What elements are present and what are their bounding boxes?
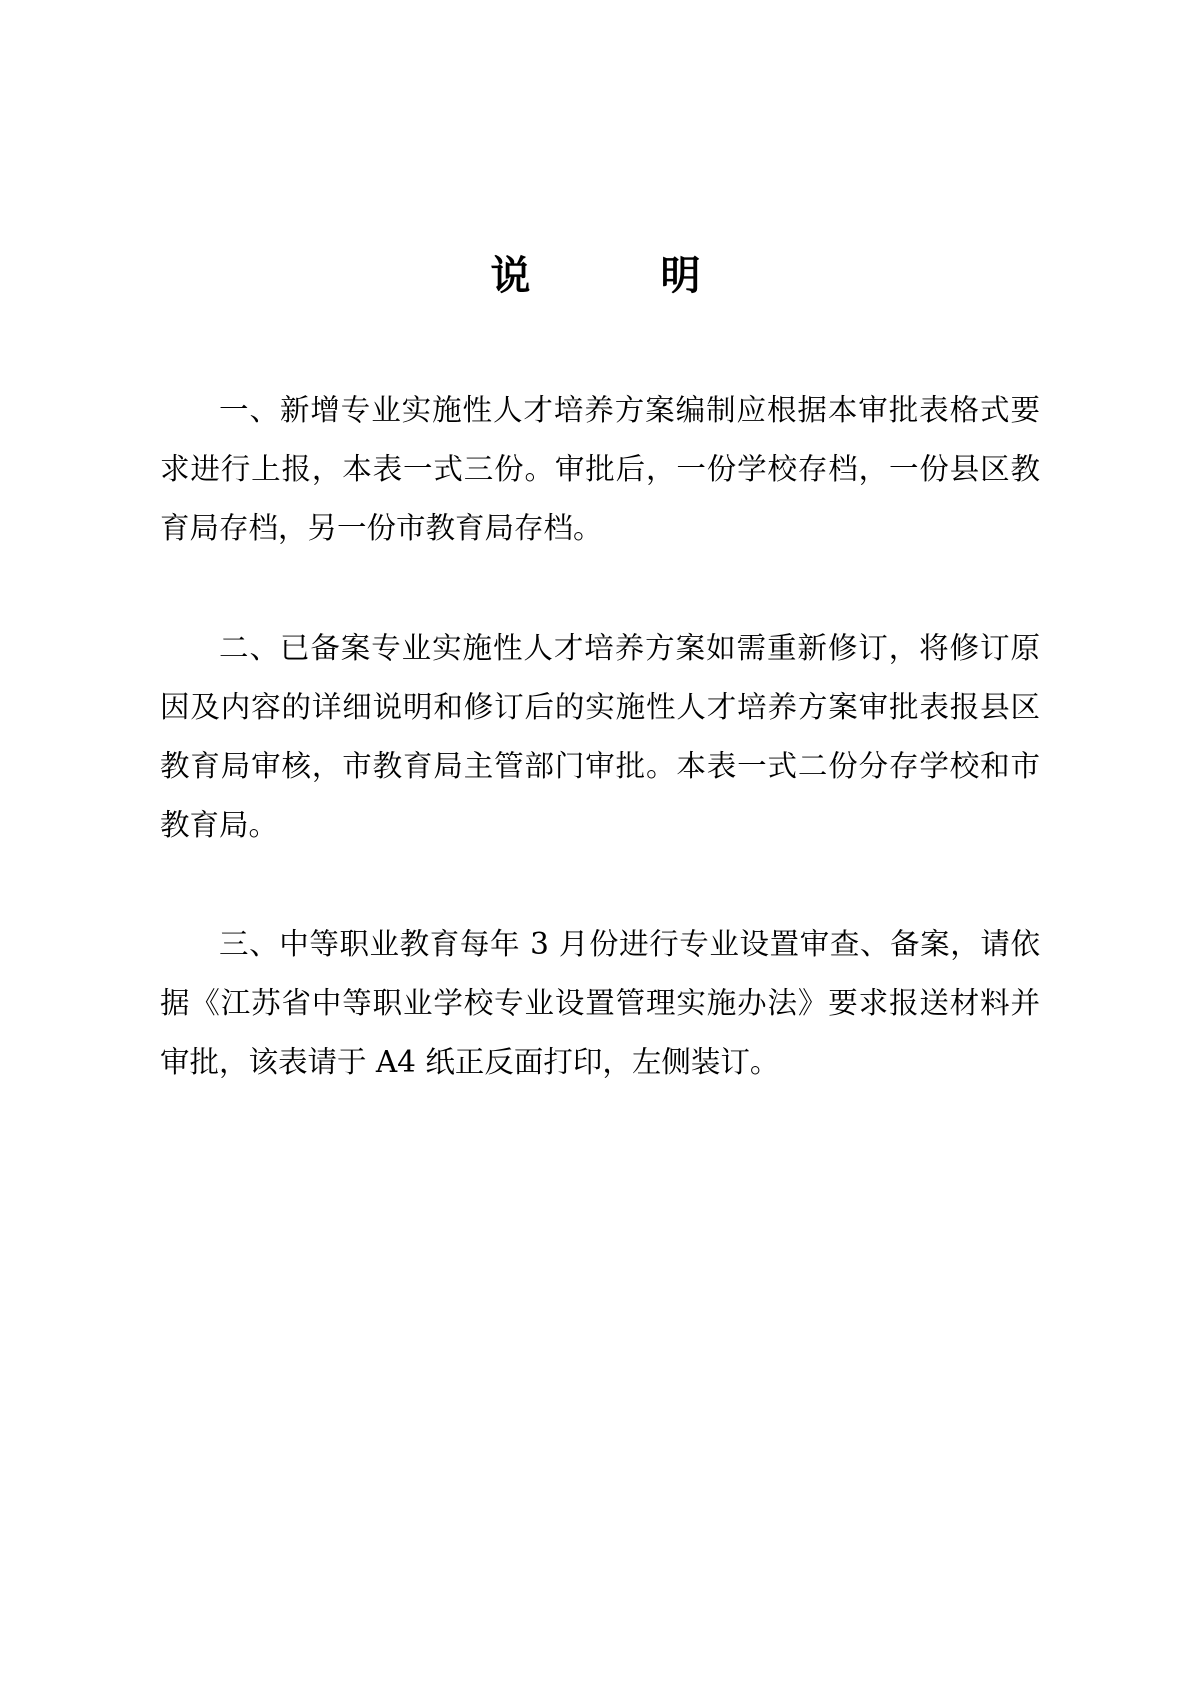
title-char-1: 说 bbox=[490, 253, 531, 299]
instruction-paragraph-1: 一、新增专业实施性人才培养方案编制应根据本审批表格式要求进行上报，本表一式三份。审批后，一份学校存档，一份县区教育局存档，另一份市教育局存档。 bbox=[160, 393, 1040, 545]
instruction-paragraph-3: 三、中等职业教育每年 3 月份进行专业设置审查、备案，请依据《江苏省中等职业学校专业设置管理实施办法》要求报送材料并审批，该表请于 A4 纸正反面打印，左侧装订。 bbox=[160, 927, 1040, 1079]
page-title bbox=[0, 248, 1191, 304]
instruction-paragraph-2: 二、已备案专业实施性人才培养方案如需重新修订，将修订原因及内容的详细说明和修订后的实施性人才培养方案审批表报县区教育局审核，市教育局主管部门审批。本表一式二份分存学校和市教育局。 bbox=[160, 631, 1040, 842]
title-char-2: 明 bbox=[660, 253, 701, 299]
